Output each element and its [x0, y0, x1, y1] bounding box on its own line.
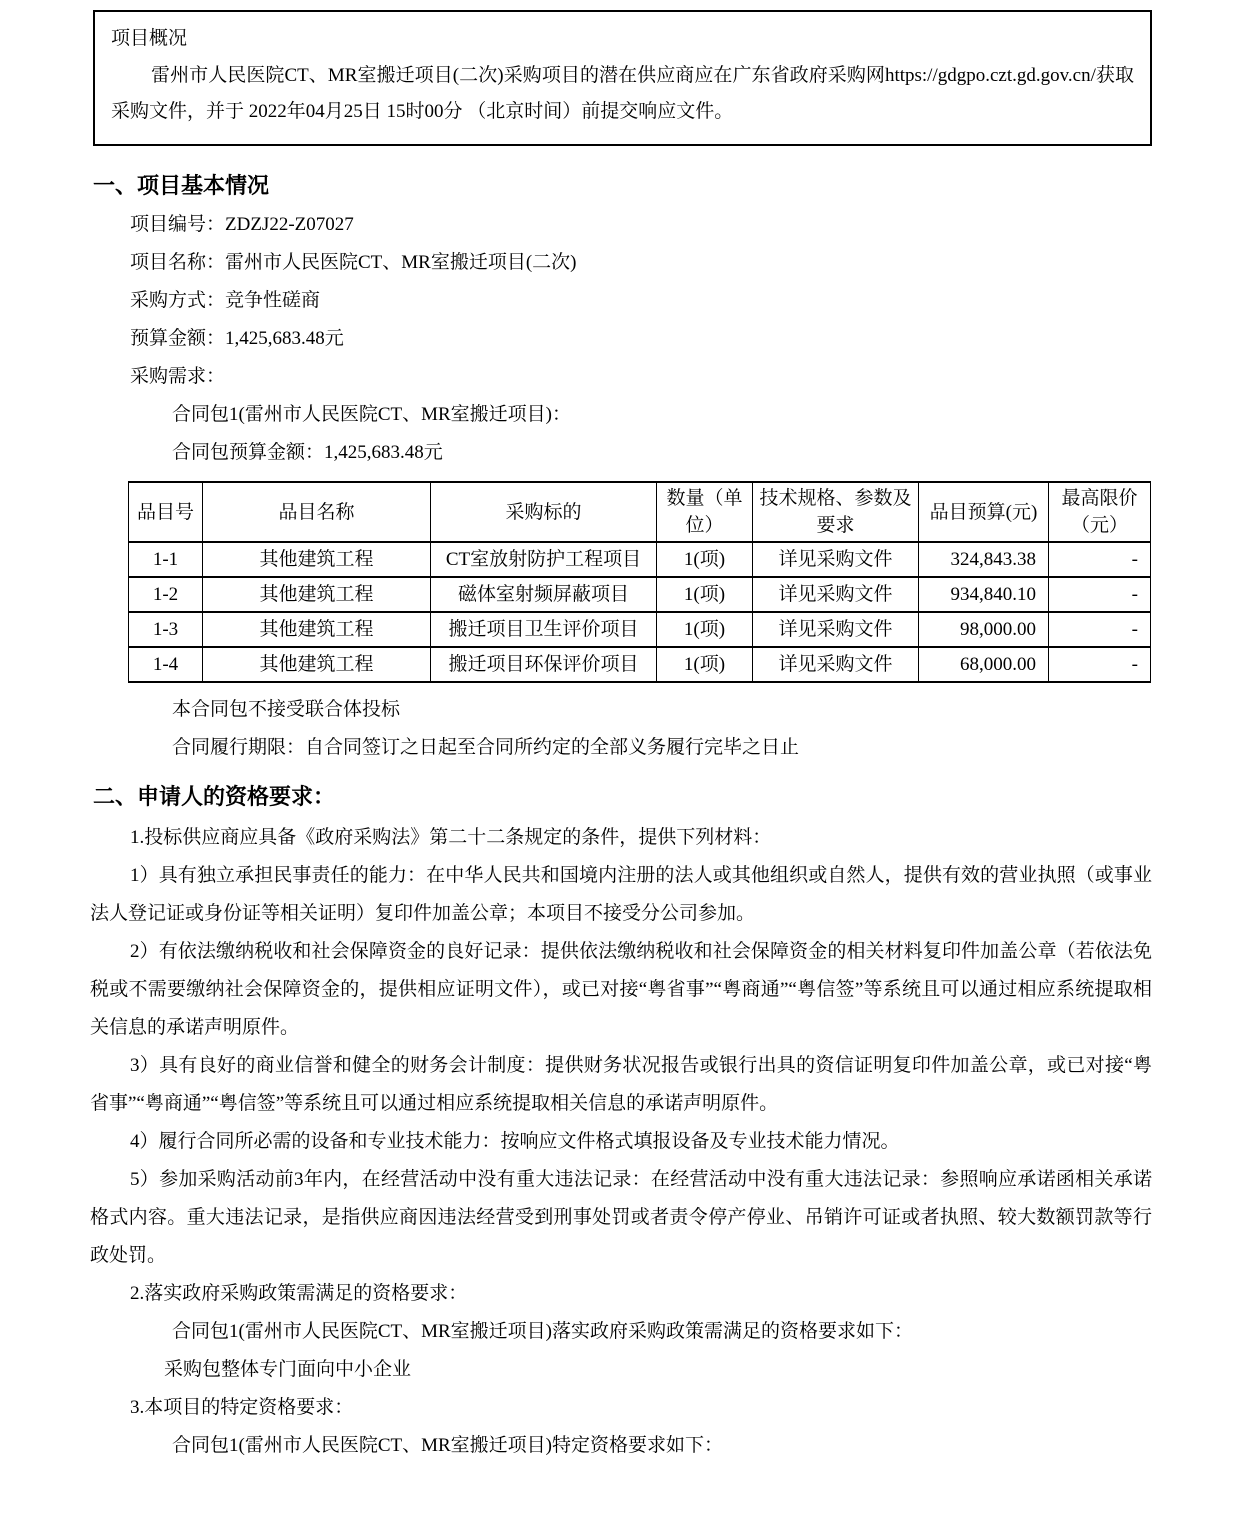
- table-cell: 其他建筑工程: [203, 577, 431, 612]
- overview-title: 项目概况: [111, 28, 188, 49]
- table-cell: 1(项): [657, 577, 753, 612]
- field-project-name: 项目名称：雷州市人民医院CT、MR室搬迁项目(二次): [130, 252, 577, 273]
- table-row: [129, 647, 1151, 682]
- section-2-heading: 二、申请人的资格要求：: [93, 784, 336, 809]
- para-policy-requirements-title: 2.落实政府采购政策需满足的资格要求：: [130, 1283, 468, 1304]
- field-project-code: 项目编号：ZDZJ22-Z07027: [130, 214, 354, 235]
- table-cell: 1-3: [129, 612, 203, 647]
- table-cell: 1-1: [129, 542, 203, 577]
- para-req-3-business-reputation: 3）具有良好的商业信誉和健全的财务会计制度：提供财务状况报告或银行出具的资信证明复印件加盖公章，或已对接“粤省事”“粤商通”“粤信签”等系统且可以通过相应系统提取相关信息的承诺声明原件。: [90, 1055, 1152, 1114]
- table-cell: 68,000.00: [919, 647, 1049, 682]
- table-cell: -: [1049, 577, 1151, 612]
- table-cell: CT室放射防护工程项目: [431, 542, 657, 577]
- table-header-cell: 数量（单位）: [657, 482, 753, 542]
- overview-body: 雷州市人民医院CT、MR室搬迁项目(二次)采购项目的潜在供应商应在广东省政府采购网https://gdgpo.czt.gd.gov.cn/获取采购文件，并于 2022年04月25日 15时00分 （北京时间）前提交响应文件。: [111, 65, 1134, 122]
- para-req-5-no-major-violations: 5）参加采购活动前3年内，在经营活动中没有重大违法记录：在经营活动中没有重大违法记录：参照响应承诺函相关承诺格式内容。重大违法记录，是指供应商因违法经营受到刑事处罚或者责令停产停业、吊销许可证或者执照、较大数额罚款等行政处罚。: [90, 1169, 1152, 1266]
- table-row: [129, 577, 1151, 612]
- table-cell: 98,000.00: [919, 612, 1049, 647]
- table-cell: 详见采购文件: [753, 542, 919, 577]
- table-header-cell: 品目号: [129, 482, 203, 542]
- table-header-cell: 技术规格、参数及要求: [753, 482, 919, 542]
- table-cell: 其他建筑工程: [203, 612, 431, 647]
- table-row: [129, 542, 1151, 577]
- table-cell: 934,840.10: [919, 577, 1049, 612]
- para-policy-requirements-detail: 合同包1(雷州市人民医院CT、MR室搬迁项目)落实政府采购政策需满足的资格要求如下：: [172, 1321, 914, 1342]
- table-cell: 其他建筑工程: [203, 542, 431, 577]
- field-procurement-demand: 采购需求：: [130, 366, 226, 387]
- table-cell: 1(项): [657, 647, 753, 682]
- contract-package-budget: 合同包预算金额：1,425,683.48元: [172, 442, 443, 463]
- table-cell: -: [1049, 542, 1151, 577]
- para-specific-requirements-detail: 合同包1(雷州市人民医院CT、MR室搬迁项目)特定资格要求如下：: [172, 1435, 724, 1456]
- table-row: [129, 612, 1151, 647]
- table-header-cell: 最高限价（元）: [1049, 482, 1151, 542]
- table-header-cell: 采购标的: [431, 482, 657, 542]
- table-cell: 详见采购文件: [753, 577, 919, 612]
- table-cell: 磁体室射频屏蔽项目: [431, 577, 657, 612]
- para-req-2-tax-social-security: 2）有依法缴纳税收和社会保障资金的良好记录：提供依法缴纳税收和社会保障资金的相关材料复印件加盖公章（若依法免税或不需要缴纳社会保障资金的，提供相应证明文件），或已对接“粤省事”“粤商通”“粤信签”等系统且可以通过相应系统提取相关信息的承诺声明原件。: [90, 941, 1152, 1038]
- table-cell: 其他建筑工程: [203, 647, 431, 682]
- table-header-cell: 品目预算(元): [919, 482, 1049, 542]
- table-cell: 1(项): [657, 612, 753, 647]
- section-1-heading: 一、项目基本情况: [93, 173, 270, 198]
- table-header-cell: 品目名称: [203, 482, 431, 542]
- para-req-4-equipment-capability: 4）履行合同所必需的设备和专业技术能力：按响应文件格式填报设备及专业技术能力情况。: [130, 1131, 900, 1152]
- table-cell: 搬迁项目环保评价项目: [431, 647, 657, 682]
- items-table-header-row: [129, 482, 1151, 542]
- table-cell: -: [1049, 647, 1151, 682]
- para-smes-only: 采购包整体专门面向中小企业: [164, 1359, 412, 1380]
- table-cell: 1(项): [657, 542, 753, 577]
- table-cell: 详见采购文件: [753, 612, 919, 647]
- table-cell: 详见采购文件: [753, 647, 919, 682]
- items-table-body: [129, 542, 1151, 682]
- field-procurement-method: 采购方式：竞争性磋商: [130, 290, 321, 311]
- note-contract-performance-period: 合同履行期限：自合同签订之日起至合同所约定的全部义务履行完毕之日止: [172, 737, 800, 758]
- contract-package-title: 合同包1(雷州市人民医院CT、MR室搬迁项目)：: [172, 404, 572, 425]
- table-cell: 1-4: [129, 647, 203, 682]
- table-cell: 1-2: [129, 577, 203, 612]
- field-budget-amount: 预算金额：1,425,683.48元: [130, 328, 344, 349]
- para-specific-requirements-title: 3.本项目的特定资格要求：: [130, 1397, 354, 1418]
- table-cell: -: [1049, 612, 1151, 647]
- items-table: [128, 481, 1151, 683]
- table-cell: 搬迁项目卫生评价项目: [431, 612, 657, 647]
- para-req-1-civil-liability: 1）具有独立承担民事责任的能力：在中华人民共和国境内注册的法人或其他组织或自然人，提供有效的营业执照（或事业法人登记证或身份证等相关证明）复印件加盖公章；本项目不接受分公司参加。: [90, 865, 1152, 924]
- note-no-consortium-bidding: 本合同包不接受联合体投标: [172, 699, 401, 720]
- project-overview-box: [93, 10, 1152, 146]
- para-legal-conditions-intro: 1.投标供应商应具备《政府采购法》第二十二条规定的条件，提供下列材料：: [130, 827, 772, 848]
- table-cell: 324,843.38: [919, 542, 1049, 577]
